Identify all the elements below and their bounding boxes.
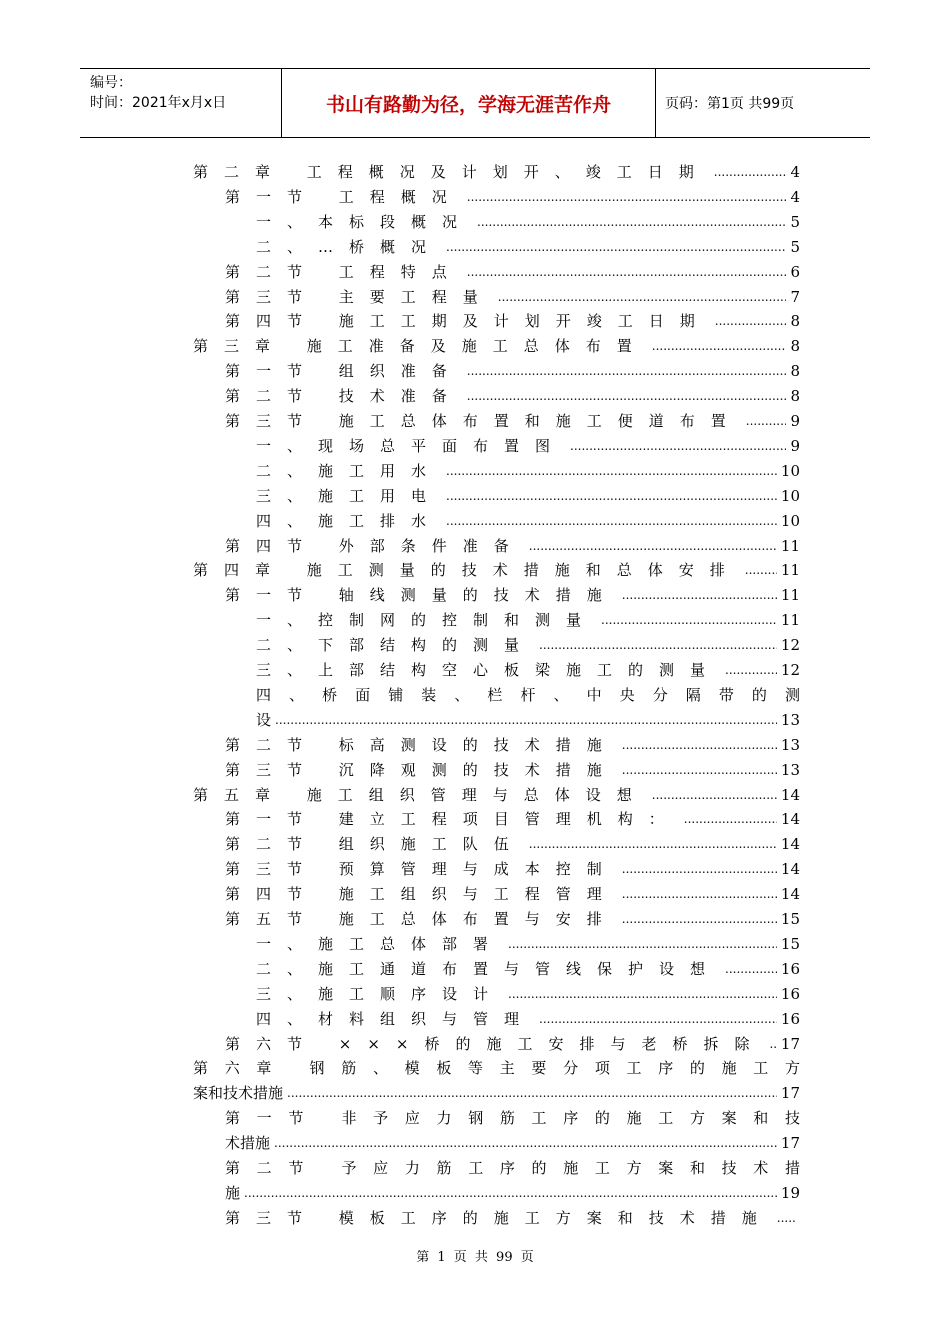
- toc-entry[interactable]: [225, 756, 800, 780]
- toc-entry-title: 案和技术措施: [193, 1084, 284, 1103]
- toc-entry-title: 第一节 工程概况: [225, 187, 463, 206]
- toc-entry-title: 第四节 施工组织与工程管理: [225, 885, 618, 904]
- toc-entry[interactable]: [193, 1079, 800, 1103]
- toc-page-number: 12: [780, 636, 800, 655]
- toc-leader-dots: [652, 336, 787, 356]
- toc-entry-title: 第四节 外部条件准备: [225, 536, 525, 555]
- toc-leader-dots: [446, 486, 777, 506]
- toc-page-number: 13: [780, 735, 800, 754]
- toc-entry[interactable]: [256, 1005, 800, 1029]
- toc-leader-dots: [714, 162, 787, 182]
- toc-leader-dots: [244, 1183, 777, 1203]
- toc-page-number: 11: [780, 561, 800, 580]
- toc-leader-dots: [652, 785, 777, 805]
- toc-entry[interactable]: [225, 731, 800, 755]
- toc-entry-title: 三、上部结构空心板梁施工的测量: [256, 661, 722, 679]
- toc-entry[interactable]: [225, 805, 800, 829]
- toc-entry[interactable]: [193, 1054, 800, 1078]
- toc-entry[interactable]: [256, 681, 800, 705]
- toc-entry-title: 第五章 施工组织管理与总体设想: [193, 785, 648, 804]
- toc-leader-dots: [601, 610, 777, 630]
- toc-page-number: 14: [780, 860, 800, 879]
- toc-entry[interactable]: [256, 930, 800, 954]
- toc-page-number: 14: [780, 835, 800, 854]
- toc-leader-dots: [529, 536, 777, 556]
- toc-entry-title: 二、施工通道布置与管线保护设想: [256, 959, 722, 978]
- toc-entry-title: 二、下部结构的测量: [256, 636, 536, 655]
- toc-entry-title: 第三节 模板工序的施工方案和技术措施: [225, 1208, 773, 1227]
- toc-entry[interactable]: [225, 307, 800, 331]
- toc-entry-title: 设: [256, 710, 272, 729]
- toc-entry-title: 第六章 钢筋、模板等主要分项工序的施工方: [193, 1059, 800, 1078]
- toc-page-number: 10: [780, 511, 800, 530]
- toc-page-number: 10: [780, 461, 800, 480]
- toc-entry[interactable]: [193, 781, 800, 805]
- toc-leader-dots: [622, 735, 777, 755]
- toc-leader-dots: [622, 884, 777, 904]
- toc-entry-title: 第二节 标高测设的技术措施: [225, 735, 618, 754]
- toc-leader-dots: [467, 262, 787, 282]
- toc-leader-dots: [508, 934, 777, 954]
- toc-leader-dots: [446, 461, 777, 481]
- toc-leader-dots: [622, 909, 777, 929]
- toc-page-number: 17: [780, 1134, 800, 1153]
- toc-entry-title: 第二节 予应力筋工序的施工方案和技术措: [225, 1159, 800, 1177]
- toc-leader-dots: [725, 660, 777, 680]
- toc-page-number: 15: [780, 910, 800, 928]
- toc-entry[interactable]: [225, 1129, 800, 1153]
- toc-entry-title: 第一节 轴线测量的技术措施: [225, 586, 618, 605]
- toc-entry-title: 第四节 施工工期及计划开竣工日期: [225, 312, 711, 331]
- toc-entry-title: 一、控制网的控制和测量: [256, 611, 598, 630]
- toc-entry[interactable]: [225, 183, 800, 207]
- toc-entry-title: 第三节 沉降观测的技术措施: [225, 760, 618, 779]
- toc-leader-dots: [725, 959, 777, 979]
- toc-entry-title: 第一节 建立工程项目管理机构：: [225, 810, 680, 829]
- toc-page-number: 9: [790, 412, 800, 430]
- toc-page-number: 5: [790, 237, 800, 256]
- toc-leader-dots: [570, 436, 786, 456]
- toc-entry[interactable]: [225, 1179, 800, 1203]
- toc-page-number: 8: [790, 362, 800, 381]
- toc-entry-title: 第二节 技术准备: [225, 387, 463, 406]
- toc-page-number: 10: [780, 486, 800, 505]
- toc-entry-title: 术措施: [225, 1134, 271, 1153]
- toc-entry-title: 第三章 施工准备及施工总体布置: [193, 337, 648, 356]
- toc-page-number: 11: [780, 586, 800, 605]
- toc-entry[interactable]: [225, 357, 800, 381]
- toc-entry-title: 第一节 非予应力钢筋工序的施工方案和技: [225, 1109, 800, 1128]
- toc-entry[interactable]: [225, 258, 800, 282]
- toc-leader-dots: [715, 311, 787, 331]
- toc-entry[interactable]: [225, 581, 800, 605]
- toc-page-number: 11: [780, 536, 800, 555]
- toc-leader-dots: [498, 287, 787, 307]
- toc-page-number: 9: [790, 436, 800, 455]
- toc-entry-title: 四、材料组织与管理: [256, 1009, 536, 1028]
- toc-page-number: 6: [790, 262, 800, 281]
- toc-entry-title: 第二章 工程概况及计划开、竣工日期: [193, 163, 710, 181]
- toc-leader-dots: [769, 1034, 776, 1054]
- number-label: 编号：: [90, 75, 132, 91]
- toc-entry[interactable]: [256, 955, 800, 979]
- page-header: [80, 68, 870, 138]
- toc-entry[interactable]: [256, 432, 800, 456]
- toc-leader-dots: [467, 361, 787, 381]
- toc-entry[interactable]: [225, 905, 800, 929]
- toc-entry-title: 三、施工顺序设计: [256, 984, 505, 1003]
- toc-entry-title: 第一节 组织准备: [225, 362, 463, 381]
- toc-page-number: 19: [780, 1183, 800, 1202]
- toc-entry[interactable]: [225, 830, 800, 854]
- toc-entry[interactable]: [225, 880, 800, 904]
- toc-entry-title: 第四章 施工测量的技术措施和总体安排: [193, 561, 741, 580]
- toc-leader-dots: [446, 511, 777, 531]
- toc-entry-title: 第五节 施工总体布置与安排: [225, 910, 618, 928]
- toc-entry-title: 第六节 ×××桥的施工安排与老桥拆除: [225, 1034, 766, 1053]
- toc-leader-dots: [467, 187, 787, 207]
- toc-leader-dots: [777, 1208, 796, 1228]
- toc-page-number: 16: [780, 959, 800, 978]
- toc-page-number: 5: [790, 212, 800, 231]
- toc-page-number: 13: [780, 760, 800, 779]
- toc-entry-title: 二、…桥概况: [256, 237, 443, 256]
- toc-entry-title: 一、本标段概况: [256, 212, 474, 231]
- toc-entry[interactable]: [225, 407, 800, 431]
- toc-page-number: 4: [790, 163, 800, 181]
- toc-entry[interactable]: [225, 532, 800, 556]
- toc-leader-dots: [467, 386, 787, 406]
- toc-entry[interactable]: [225, 855, 800, 879]
- toc-leader-dots: [622, 760, 777, 780]
- toc-page-number: 15: [780, 934, 800, 953]
- toc-entry[interactable]: [256, 980, 800, 1004]
- page-footer: 第 1 页 共 99 页: [416, 1250, 534, 1265]
- toc-page-number: 17: [780, 1034, 800, 1053]
- toc-entry[interactable]: [256, 208, 800, 232]
- toc-entry[interactable]: [256, 631, 800, 655]
- toc-page-number: 7: [790, 287, 800, 306]
- toc-leader-dots: [539, 635, 777, 655]
- header-page-info: 页码：第1页 共99页: [665, 96, 795, 112]
- toc-entry[interactable]: [225, 1204, 800, 1228]
- toc-leader-dots: [539, 1009, 777, 1029]
- toc-entry-title: 第三节 预算管理与成本控制: [225, 860, 618, 879]
- header-motto: 书山有路勤为径，学海无涯苦作舟: [281, 69, 656, 137]
- toc-entry[interactable]: [256, 656, 800, 680]
- toc-entry-title: 第三节 施工总体布置和施工便道布置: [225, 412, 742, 430]
- toc-page-number: 8: [790, 337, 800, 356]
- toc-entry-title: 第二节 组织施工队伍: [225, 835, 525, 854]
- toc-entry-title: 四、桥面铺装、栏杆、中央分隔带的测: [256, 685, 800, 704]
- toc-leader-dots: [622, 859, 777, 879]
- toc-page-number: 4: [790, 187, 800, 206]
- toc-entry-title: 第三节 主要工程量: [225, 287, 494, 306]
- toc-entry[interactable]: [193, 158, 800, 182]
- toc-page-number: 17: [780, 1084, 800, 1103]
- toc-leader-dots: [446, 237, 786, 257]
- toc-entry-title: 二、施工用水: [256, 461, 443, 480]
- toc-leader-dots: [287, 1083, 777, 1103]
- toc-leader-dots: [622, 585, 777, 605]
- toc-leader-dots: [275, 710, 777, 730]
- toc-entry[interactable]: [225, 1154, 800, 1178]
- toc-page-number: 16: [780, 1009, 800, 1028]
- toc-entry-title: 一、施工总体部署: [256, 934, 505, 953]
- toc-entry[interactable]: [256, 706, 800, 730]
- toc-entry[interactable]: [193, 332, 800, 356]
- time-label: 时间：2021年x月x日: [90, 95, 227, 111]
- header-meta: [80, 69, 281, 137]
- toc-entry-title: 第二节 工程特点: [225, 262, 463, 281]
- toc-entry-title: 三、施工用电: [256, 486, 443, 505]
- toc-page-number: 14: [780, 885, 800, 904]
- toc-page-number: 14: [780, 785, 800, 804]
- toc-page-number: 11: [780, 611, 800, 630]
- toc-leader-dots: [477, 212, 786, 232]
- toc-leader-dots: [745, 560, 777, 580]
- toc-entry[interactable]: [225, 1030, 800, 1054]
- toc-page-number: 13: [780, 710, 800, 729]
- toc-entry-title: 施: [225, 1183, 241, 1202]
- toc-page-number: 12: [780, 661, 800, 679]
- toc-page-number: 14: [780, 810, 800, 829]
- toc-entry-title: 一、现场总平面布置图: [256, 436, 567, 455]
- toc-leader-dots: [529, 834, 777, 854]
- toc-entry[interactable]: [225, 283, 800, 307]
- toc-page-number: 8: [790, 312, 800, 331]
- toc-leader-dots: [274, 1133, 777, 1153]
- toc-entry[interactable]: [256, 507, 800, 531]
- toc-entry[interactable]: [225, 382, 800, 406]
- toc-entry[interactable]: [193, 556, 800, 580]
- toc-entry[interactable]: [225, 1104, 800, 1128]
- toc-page-number: 16: [780, 984, 800, 1003]
- toc-entry[interactable]: [256, 457, 800, 481]
- toc-entry[interactable]: [256, 606, 800, 630]
- toc-entry[interactable]: [256, 482, 800, 506]
- toc-page-number: 8: [790, 387, 800, 406]
- toc-leader-dots: [508, 984, 777, 1004]
- toc-leader-dots: [684, 809, 777, 829]
- toc-entry-title: 四、施工排水: [256, 511, 443, 530]
- toc-leader-dots: [746, 411, 787, 431]
- toc-entry[interactable]: [256, 233, 800, 257]
